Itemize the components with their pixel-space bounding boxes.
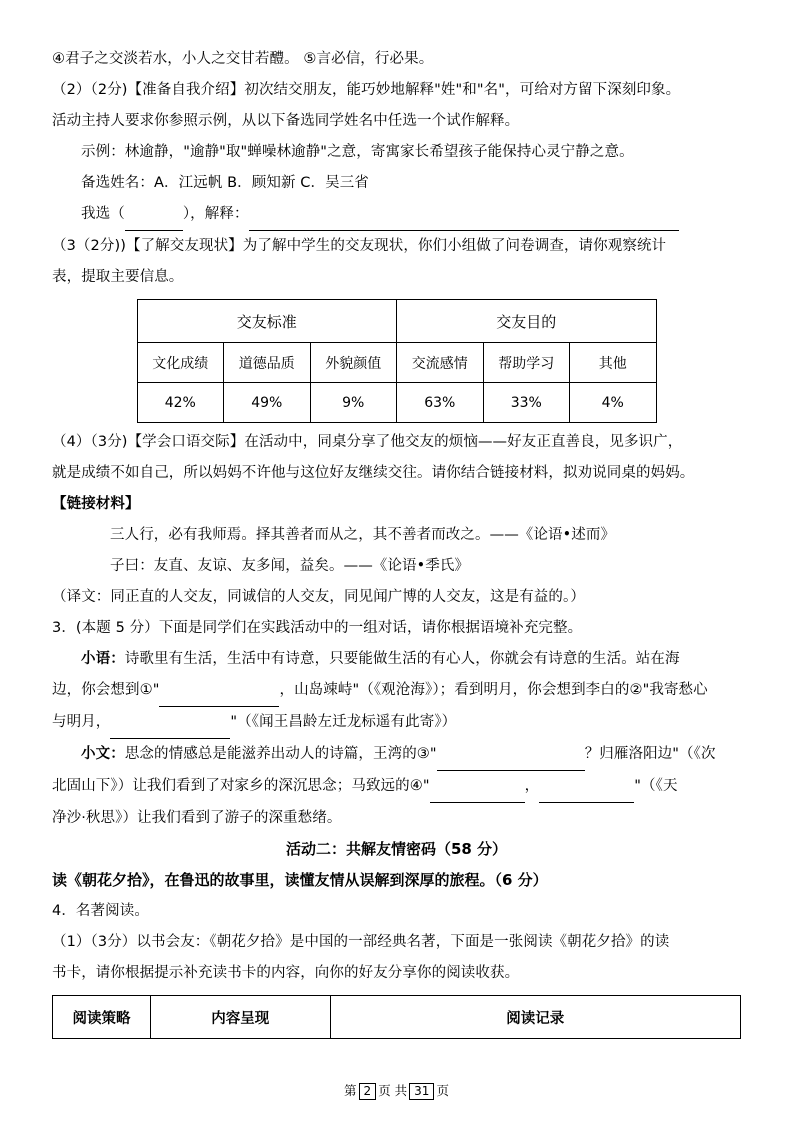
- dialogue-text: 边，你会想到①": [52, 682, 160, 698]
- answer-blank[interactable]: [110, 707, 230, 739]
- footer-middle: 页 共: [378, 1083, 408, 1098]
- paragraph-line: （1）（3分）以书会友：《朝花夕拾》是中国的一部经典名著，下面是一张阅读《朝花夕拾》的读: [52, 934, 670, 950]
- quote-line: 三人行，必有我师焉。择其善者而从之，其不善者而改之。——《论语•述而》: [110, 527, 616, 543]
- footer-suffix: 页: [436, 1083, 449, 1098]
- paragraph-line: ④君子之交淡若水，小人之交甘若醴。 ⑤言必信，行必果。: [52, 51, 434, 67]
- paragraph-line: 示例：林逾静，"逾静"取"蝉噪林逾静"之意，寄寓家长希望孩子能保持心灵宁静之意。: [81, 144, 634, 160]
- table-row: [53, 996, 741, 1039]
- answer-blank[interactable]: [430, 771, 525, 803]
- table-cell: 63%: [397, 383, 484, 423]
- activity-subtitle: 读《朝花夕拾》，在鲁迅的故事里，读懂友情从误解到深厚的旅程。（6 分）: [52, 871, 548, 889]
- paragraph-line: （译文：同正直的人交友，同诚信的人交友，同见闻广博的人交友，这是有益的。）: [52, 589, 585, 605]
- table-group-header: 交友目的: [397, 300, 657, 343]
- speaker-label: 小文：: [81, 746, 125, 762]
- link-material-heading: 【链接材料】: [52, 496, 140, 512]
- table-cell: 4%: [570, 383, 657, 423]
- speaker-label: 小语：: [81, 651, 125, 667]
- paragraph-line: 就是成绩不如自己，所以妈妈不许他与这位好友继续交往。请你结合链接材料，拟劝说同桌的妈妈。: [52, 465, 695, 481]
- activity-title: 活动二：共解友情密码（58 分）: [285, 840, 508, 858]
- page-footer: [0, 1081, 793, 1100]
- table-column-header: 其他: [570, 343, 657, 383]
- dialogue-text: ，山岛竦峙"（《观沧海》）；看到明月，你会想到李白的②"我寄愁心: [279, 682, 708, 698]
- paragraph-line: （2）（2分)【准备自我介绍】初次结交朋友，能巧妙地解释"姓"和"名"，可给对方留下深刻印象。: [52, 82, 681, 98]
- footer-page-number: 2: [359, 1083, 377, 1100]
- table-cell: 42%: [137, 383, 224, 423]
- reading-card-table: [52, 995, 741, 1039]
- footer-prefix: 第: [344, 1083, 357, 1098]
- answer-prefix: 我选（: [81, 206, 125, 222]
- comma-separator: ，: [524, 778, 540, 794]
- paragraph-line: 表，提取主要信息。: [52, 269, 184, 285]
- dialogue-text: 北固山下》）让我们看到了对家乡的深沉思念；马致远的④": [52, 778, 430, 794]
- table-cell: 49%: [224, 383, 311, 423]
- table-cell: 33%: [483, 383, 570, 423]
- answer-line-selection: [52, 199, 741, 231]
- dialogue-xiaowen: [52, 739, 741, 771]
- answer-blank[interactable]: [539, 771, 634, 803]
- dialogue-text: 与明月，: [52, 714, 111, 730]
- dialogue-xiaowen-cont: [52, 771, 741, 803]
- footer-total-pages: 31: [409, 1083, 434, 1100]
- quote-line: 子曰：友直、友谅、友多闻，益矣。——《论语•季氏》: [110, 558, 470, 574]
- table-cell: 9%: [310, 383, 397, 423]
- table-column-header: 帮助学习: [483, 343, 570, 383]
- dialogue-text: "（《闻王昌龄左迁龙标遥有此寄》）: [230, 714, 457, 730]
- question-4: 4．名著阅读。: [52, 903, 149, 919]
- table-column-header: 阅读策略: [53, 996, 151, 1039]
- survey-table: [137, 299, 657, 423]
- answer-blank[interactable]: [437, 739, 585, 771]
- answer-rule[interactable]: [249, 213, 679, 231]
- table-column-header: 外貌颜值: [310, 343, 397, 383]
- answer-blank[interactable]: [125, 199, 183, 231]
- answer-mid: ），解释：: [182, 206, 249, 222]
- table-group-header: 交友标准: [137, 300, 397, 343]
- dialogue-text: 思念的情感总是能滋养出动人的诗篇，王湾的③": [124, 746, 437, 762]
- dialogue-text: "（《天: [634, 778, 678, 794]
- paragraph-line: （3（2分))【了解交友现状】为了解中学生的交友现状，你们小组做了问卷调查，请你观察统计: [52, 238, 667, 254]
- dialogue-xiaowen-cont2: 净沙·秋思》）让我们看到了游子的深重愁绪。: [52, 810, 342, 826]
- table-row-columns: [137, 343, 656, 383]
- paragraph-line: 活动主持人要求你参照示例，从以下备选同学姓名中任选一个试作解释。: [52, 113, 520, 129]
- table-column-header: 阅读记录: [330, 996, 740, 1039]
- paragraph-line: 备选姓名：A．江远帆 B．顾知新 C．吴三省: [81, 175, 369, 191]
- question-3: 3．(本题 5 分）下面是同学们在实践活动中的一组对话，请你根据语境补充完整。: [52, 620, 583, 636]
- table-column-header: 交流感情: [397, 343, 484, 383]
- paragraph-line: 书卡，请你根据提示补充读书卡的内容，向你的好友分享你的阅读收获。: [52, 965, 520, 981]
- table-column-header: 文化成绩: [137, 343, 224, 383]
- table-row: [137, 383, 656, 423]
- dialogue-xiaoyu-cont: [52, 675, 741, 707]
- table-column-header: 道德品质: [224, 343, 311, 383]
- dialogue-xiaoyu-cont2: [52, 707, 741, 739]
- answer-blank[interactable]: [159, 675, 279, 707]
- table-column-header: 内容呈现: [151, 996, 331, 1039]
- paragraph-line: （4）（3分)【学会口语交际】在活动中，同桌分享了他交友的烦恼——好友正直善良，见多识广，: [52, 434, 683, 450]
- dialogue-text: ？归雁洛阳边"（《次: [584, 746, 716, 762]
- dialogue-xiaoyu: [52, 644, 741, 675]
- dialogue-text: 诗歌里有生活，生活中有诗意，只要能做生活的有心人，你就会有诗意的生活。站在海: [124, 651, 680, 667]
- table-row-group-header: [137, 300, 656, 343]
